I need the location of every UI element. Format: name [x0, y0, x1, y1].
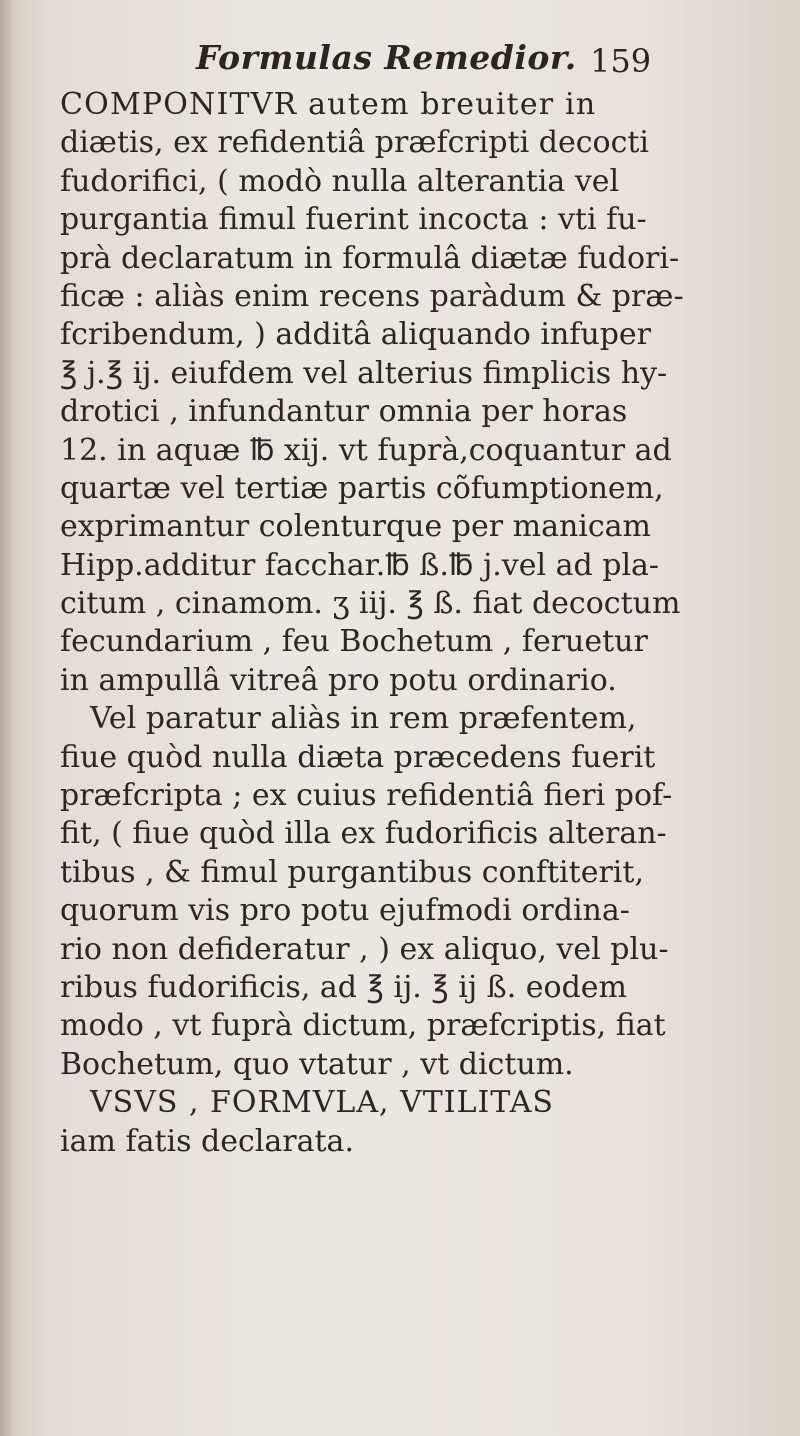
- text-line: COMPONITVR autem breuiter in: [60, 87, 597, 122]
- page-gutter-shadow: [0, 0, 14, 1436]
- text-line: præfcripta ; ex cuius refidentiâ fieri pof-: [60, 778, 673, 814]
- page-number: 159: [590, 42, 652, 80]
- text-line: fecundarium , feu Bochetum , feruetur: [60, 624, 648, 660]
- running-title: Formulas Remedior.: [196, 38, 577, 77]
- text-line: fcribendum, ) additâ aliquando infuper: [60, 317, 652, 353]
- text-line: rio non defideratur , ) ex aliquo, vel plu-: [60, 931, 669, 967]
- body-text: [60, 86, 690, 1161]
- text-line: quorum vis pro potu ejufmodi ordina-: [60, 893, 630, 929]
- text-line: modo , vt fuprà dictum, præfcriptis, fiat: [60, 1008, 666, 1044]
- text-line: tibus , & fimul purgantibus conftiterit,: [60, 854, 644, 890]
- text-line: fiue quòd nulla diæta præcedens fuerit: [60, 739, 656, 775]
- text-line: in ampullâ vitreâ pro potu ordinario.: [60, 662, 617, 698]
- text-line: fudorifici, ( modò nulla alterantia vel: [60, 163, 620, 199]
- text-line: Vel paratur aliàs in rem præfentem,: [90, 701, 637, 737]
- text-line: fit, ( fiue quòd illa ex fudorificis alteran-: [60, 816, 667, 852]
- text-line: quartæ vel tertiæ partis cõfumptionem,: [60, 470, 664, 506]
- text-line: prà declaratum in formulâ diætæ fudori-: [60, 240, 680, 276]
- text-line: VSVS , FORMVLA, VTILITAS: [90, 1085, 554, 1121]
- text-line: ficæ : aliàs enim recens paràdum & præ-: [60, 278, 684, 314]
- text-line: iam fatis declarata.: [60, 1123, 354, 1159]
- text-line: purgantia fimul fuerint incocta : vti fu-: [60, 202, 647, 238]
- text-line: citum , cinamom. ʒ iij. ℥ ß. fiat decoctum: [60, 586, 681, 622]
- text-line: diætis, ex refidentiâ præfcripti decocti: [60, 125, 650, 161]
- text-line: exprimantur colenturque per manicam: [60, 509, 652, 545]
- text-line: Hipp.additur facchar.℔ ß.℔ j.vel ad pla-: [60, 547, 660, 583]
- text-line: Bochetum, quo vtatur , vt dictum.: [60, 1046, 574, 1082]
- page-header: [196, 38, 676, 82]
- text-line: drotici , infundantur omnia per horas: [60, 394, 628, 430]
- text-line: 12. in aquæ ℔ xij. vt fuprà,coquantur ad: [60, 432, 672, 468]
- text-line: ribus fudorificis, ad ℥ ij. ℥ ij ß. eodem: [60, 969, 627, 1005]
- text-line: ℥ j.℥ ij. eiufdem vel alterius fimplicis hy-: [60, 355, 668, 391]
